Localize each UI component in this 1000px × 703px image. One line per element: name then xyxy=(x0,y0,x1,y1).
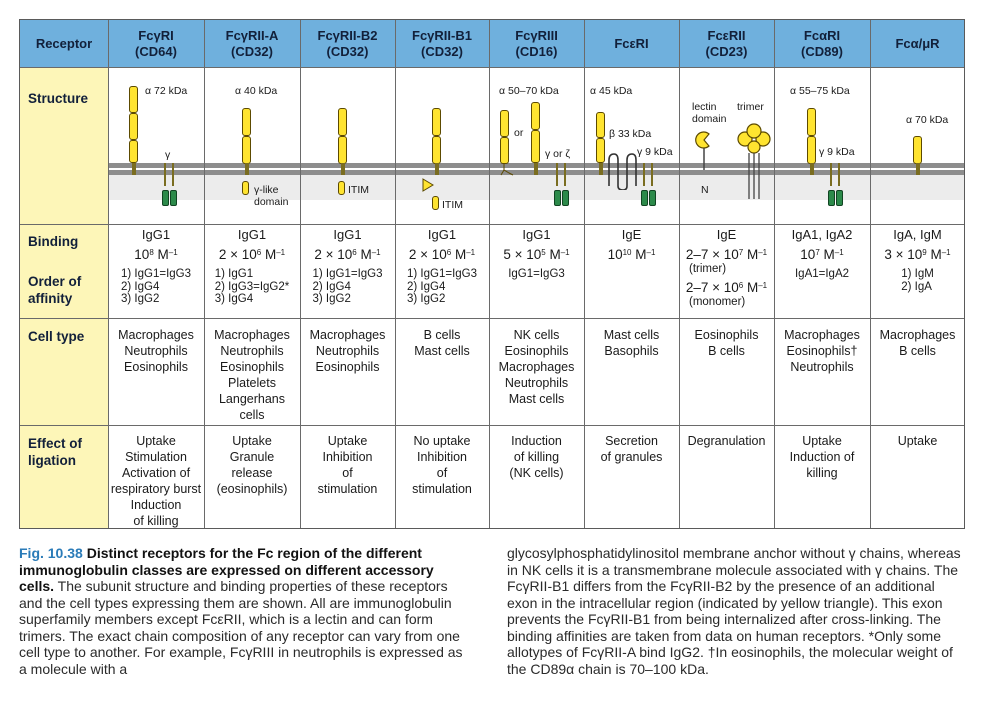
ig-domain xyxy=(596,138,605,163)
transmembrane-segment xyxy=(916,163,920,175)
affinity: $10^7$ $M^{-1}$ xyxy=(800,247,844,262)
label-r7-n: N xyxy=(701,184,709,196)
header-fcgrii-b1: FcγRII-B1 (CD32) xyxy=(412,27,472,59)
affinity: $2-7 \times 10^7$ $M^{-1}$ xyxy=(685,247,768,262)
affinity-order: 1) IgG1=IgG3 2) IgG4 3) IgG2 xyxy=(312,268,383,305)
affinity-note: (trimer) xyxy=(689,263,727,275)
gamma-chain xyxy=(641,190,648,206)
effect: Uptake Induction of killing xyxy=(789,434,855,480)
ig-domain xyxy=(432,136,441,164)
ig-domain xyxy=(242,108,251,136)
affinity-order: 1) IgG1 2) IgG3=IgG2* 3) IgG4 xyxy=(214,268,290,305)
ig-domain xyxy=(531,130,540,163)
gamma-chain xyxy=(562,190,569,206)
header-fcgrii-a: FcγRII-A (CD32) xyxy=(225,27,279,59)
binding-cell xyxy=(584,226,679,263)
header-fcgriii: FcγRIII (CD16) xyxy=(515,27,558,59)
ig-domain xyxy=(432,108,441,136)
header-fcerii: FcεRII (CD23) xyxy=(705,27,748,59)
caption-text-left: The subunit structure and binding properties of these receptors and the cell types expressing them are shown. All are immunoglobulin superfamily members except FcεRII, which is a lectin and can form trimers. The exact chain composition of any receptor can vary from one cell type to another. For example, FcγRIII in neutrophils is expressed as a molecule with a xyxy=(19,578,463,677)
isotype: IgG1 xyxy=(522,227,551,242)
cell-type: Macrophages Neutrophils Eosinophils xyxy=(118,328,194,374)
effect: Uptake Inhibition of stimulation xyxy=(317,434,378,496)
binding-cell xyxy=(870,226,965,294)
receptor-table xyxy=(19,19,965,529)
label-r7-lectin: lectin domain xyxy=(692,101,727,125)
effect: Uptake Stimulation Activation of respiratory burst Induction of killing xyxy=(110,434,202,528)
ig-domain xyxy=(596,112,605,138)
transmembrane-segment xyxy=(341,163,345,175)
label-r2-alpha: α 40 kDa xyxy=(235,85,278,97)
label-r8-gamma: γ 9 kDa xyxy=(819,146,855,158)
cell-type: Mast cells Basophils xyxy=(603,328,660,358)
gamma-tm xyxy=(838,163,840,186)
header-receptor: Receptor xyxy=(35,35,93,51)
gamma-like-domain xyxy=(242,181,249,195)
isotype: IgG1 xyxy=(427,227,457,242)
gamma-tm xyxy=(564,163,566,186)
header-fca-mu-r: Fcα/μR xyxy=(895,35,940,51)
grid-line xyxy=(20,425,964,426)
isotype: IgE xyxy=(716,227,737,242)
ig-domain xyxy=(129,140,138,163)
binding-cell xyxy=(679,226,774,308)
label-r2-glike: γ-like domain xyxy=(254,184,289,208)
gamma-chain xyxy=(836,190,843,206)
effect: Induction of killing (NK cells) xyxy=(509,434,564,480)
binding-cell xyxy=(300,226,395,307)
affinity: $3 \times 10^9$ $M^{-1}$ xyxy=(884,247,951,262)
label-r4-itim: ITIM xyxy=(442,199,463,211)
label-r9-alpha: α 70 kDa xyxy=(906,114,949,126)
ig-domain xyxy=(500,110,509,137)
cell-type: Eosinophils B cells xyxy=(694,328,759,358)
binding-cell xyxy=(108,226,204,307)
ig-domain xyxy=(338,136,347,164)
ig-domain xyxy=(913,136,922,164)
ig-domain xyxy=(807,108,816,136)
grid-line xyxy=(20,224,964,225)
label-r1-alpha: α 72 kDa xyxy=(145,85,188,97)
affinity: $2 \times 10^6$ $M^{-1}$ xyxy=(314,247,381,262)
ig-domain xyxy=(242,136,251,164)
isotype: IgA1, IgA2 xyxy=(791,227,853,242)
gamma-chain xyxy=(649,190,656,206)
header-fcgri: FcγRI (CD64) xyxy=(135,27,177,59)
affinity: $5 \times 10^5$ $M^{-1}$ xyxy=(503,247,570,262)
ig-domain xyxy=(129,113,138,140)
label-r6-alpha: α 45 kDa xyxy=(590,85,633,97)
binding-cell xyxy=(489,226,584,282)
gamma-tm xyxy=(643,163,645,186)
label-r8-alpha: α 55–75 kDa xyxy=(790,85,850,97)
row-label-structure: Structure xyxy=(28,91,89,106)
isotype: IgE xyxy=(621,227,642,242)
affinity: $2 \times 10^6$ $M^{-1}$ xyxy=(408,247,476,262)
gamma-chain xyxy=(828,190,835,206)
header-fceri: FcεRI xyxy=(614,35,649,51)
gamma-chain xyxy=(170,190,177,206)
transmembrane-segment xyxy=(435,163,439,175)
ig-domain xyxy=(500,137,509,164)
ig-domain xyxy=(129,86,138,113)
gamma-tm xyxy=(556,163,558,186)
row-label-effect: Effect of ligation xyxy=(28,436,82,468)
grid-line xyxy=(20,318,964,319)
cell-type: Macrophages Neutrophils Eosinophils Platelets Langerhans cells xyxy=(214,328,290,422)
effect: Degranulation xyxy=(687,434,766,448)
caption-right-column: glycosylphosphatidylinositol membrane anchor without γ chains, whereas in NK cells it is a transmembrane molecule associated with γ chains. The FcγRII-B1 differs from the FcγRII-B2 by the presence of an additional exon in the intracellular region (indicated by yellow triangle). This exon prevents the FcγRII-B1 from being internalized after cross-linking. The binding affinities are taken from data on human receptors. *Only some allotypes of FcγRII-A bind IgG2. †In eosinophils, the molecular weight of the CD89α chain is 70–100 kDa. xyxy=(507,545,961,677)
gamma-tm xyxy=(830,163,832,186)
label-r6-gamma: γ 9 kDa xyxy=(637,146,673,158)
label-r6-beta: β 33 kDa xyxy=(609,128,652,140)
affinity: $10^8$ $M^{-1}$ xyxy=(134,247,178,262)
lectin-domain-icon xyxy=(694,128,714,170)
affinity-order: 1) IgG1=IgG3 2) IgG4 3) IgG2 xyxy=(121,268,191,305)
affinity-note: (monomer) xyxy=(689,296,746,308)
ig-domain xyxy=(807,136,816,164)
caption-left-column xyxy=(19,545,466,677)
transmembrane-segment xyxy=(534,163,538,175)
ig-domain xyxy=(531,102,540,130)
binding-cell xyxy=(774,226,870,282)
cell-type: B cells Mast cells xyxy=(414,328,470,358)
row-label-order: Order of affinity xyxy=(28,274,82,306)
transmembrane-segment xyxy=(245,163,249,175)
effect: Uptake xyxy=(897,434,938,448)
itim-motif xyxy=(338,181,345,195)
gamma-chain xyxy=(554,190,561,206)
label-r5-or: or xyxy=(514,127,524,139)
affinity-monomer: $2-7 \times 10^6$ $M^{-1}$ xyxy=(685,280,768,295)
affinity: $10^{10}$ $M^{-1}$ xyxy=(607,247,656,262)
affinity-order: 1) IgM 2) IgA xyxy=(901,268,934,293)
binding-cell xyxy=(204,226,300,307)
transmembrane-segment xyxy=(810,163,814,175)
gamma-tm xyxy=(651,163,653,186)
figure-title: Distinct receptors for the Fc region of the different immunoglobulin classes are expressed on different accessory cells. xyxy=(19,545,434,594)
header-fcari: FcαRI (CD89) xyxy=(801,27,843,59)
cell-type: Macrophages Eosinophils† Neutrophils xyxy=(784,328,860,374)
transmembrane-segment xyxy=(132,163,136,175)
lectin-trimer-icon xyxy=(733,121,775,199)
figure-number: Fig. 10.38 xyxy=(19,545,83,561)
grid-line xyxy=(20,67,964,68)
row-label-binding: Binding xyxy=(28,234,79,249)
gpi-anchor-icon xyxy=(499,163,529,177)
header-fcgrii-b2: FcγRII-B2 (CD32) xyxy=(317,27,378,59)
isotype: IgG1 xyxy=(333,227,362,242)
gamma-tm xyxy=(164,163,166,186)
effect: Secretion of granules xyxy=(600,434,663,464)
isotype: IgG1 xyxy=(141,227,171,242)
cell-type: Macrophages B cells xyxy=(879,328,956,358)
label-r7-trimer: trimer xyxy=(737,101,764,113)
row-label-cell-type: Cell type xyxy=(28,329,85,344)
binding-cell xyxy=(395,226,489,307)
ig-domain xyxy=(338,108,347,136)
effect: Uptake Granule release (eosinophils) xyxy=(216,434,288,496)
isotype: IgG1 xyxy=(237,227,267,242)
cell-type: Macrophages Neutrophils Eosinophils xyxy=(309,328,386,374)
gamma-chain xyxy=(162,190,169,206)
label-r5-gz: γ or ζ xyxy=(545,148,571,160)
label-r1-gamma: γ xyxy=(165,149,171,161)
label-r5-alpha: α 50–70 kDa xyxy=(499,85,559,97)
affinity-order: IgA1=IgA2 xyxy=(794,268,850,280)
label-r3-itim: ITIM xyxy=(348,184,369,196)
itim-motif xyxy=(432,196,439,210)
affinity-order: 1) IgG1=IgG3 2) IgG4 3) IgG2 xyxy=(407,268,477,305)
isotype: IgA, IgM xyxy=(893,227,942,242)
gamma-tm xyxy=(172,163,174,186)
cell-type: NK cells Eosinophils Macrophages Neutrophils Mast cells xyxy=(498,328,575,406)
effect: No uptake Inhibition of stimulation xyxy=(412,434,472,496)
affinity-order: IgG1=IgG3 xyxy=(508,268,565,280)
transmembrane-segment xyxy=(599,163,603,175)
extra-exon-triangle-icon xyxy=(422,178,434,192)
affinity: $2 \times 10^6$ $M^{-1}$ xyxy=(218,247,286,262)
